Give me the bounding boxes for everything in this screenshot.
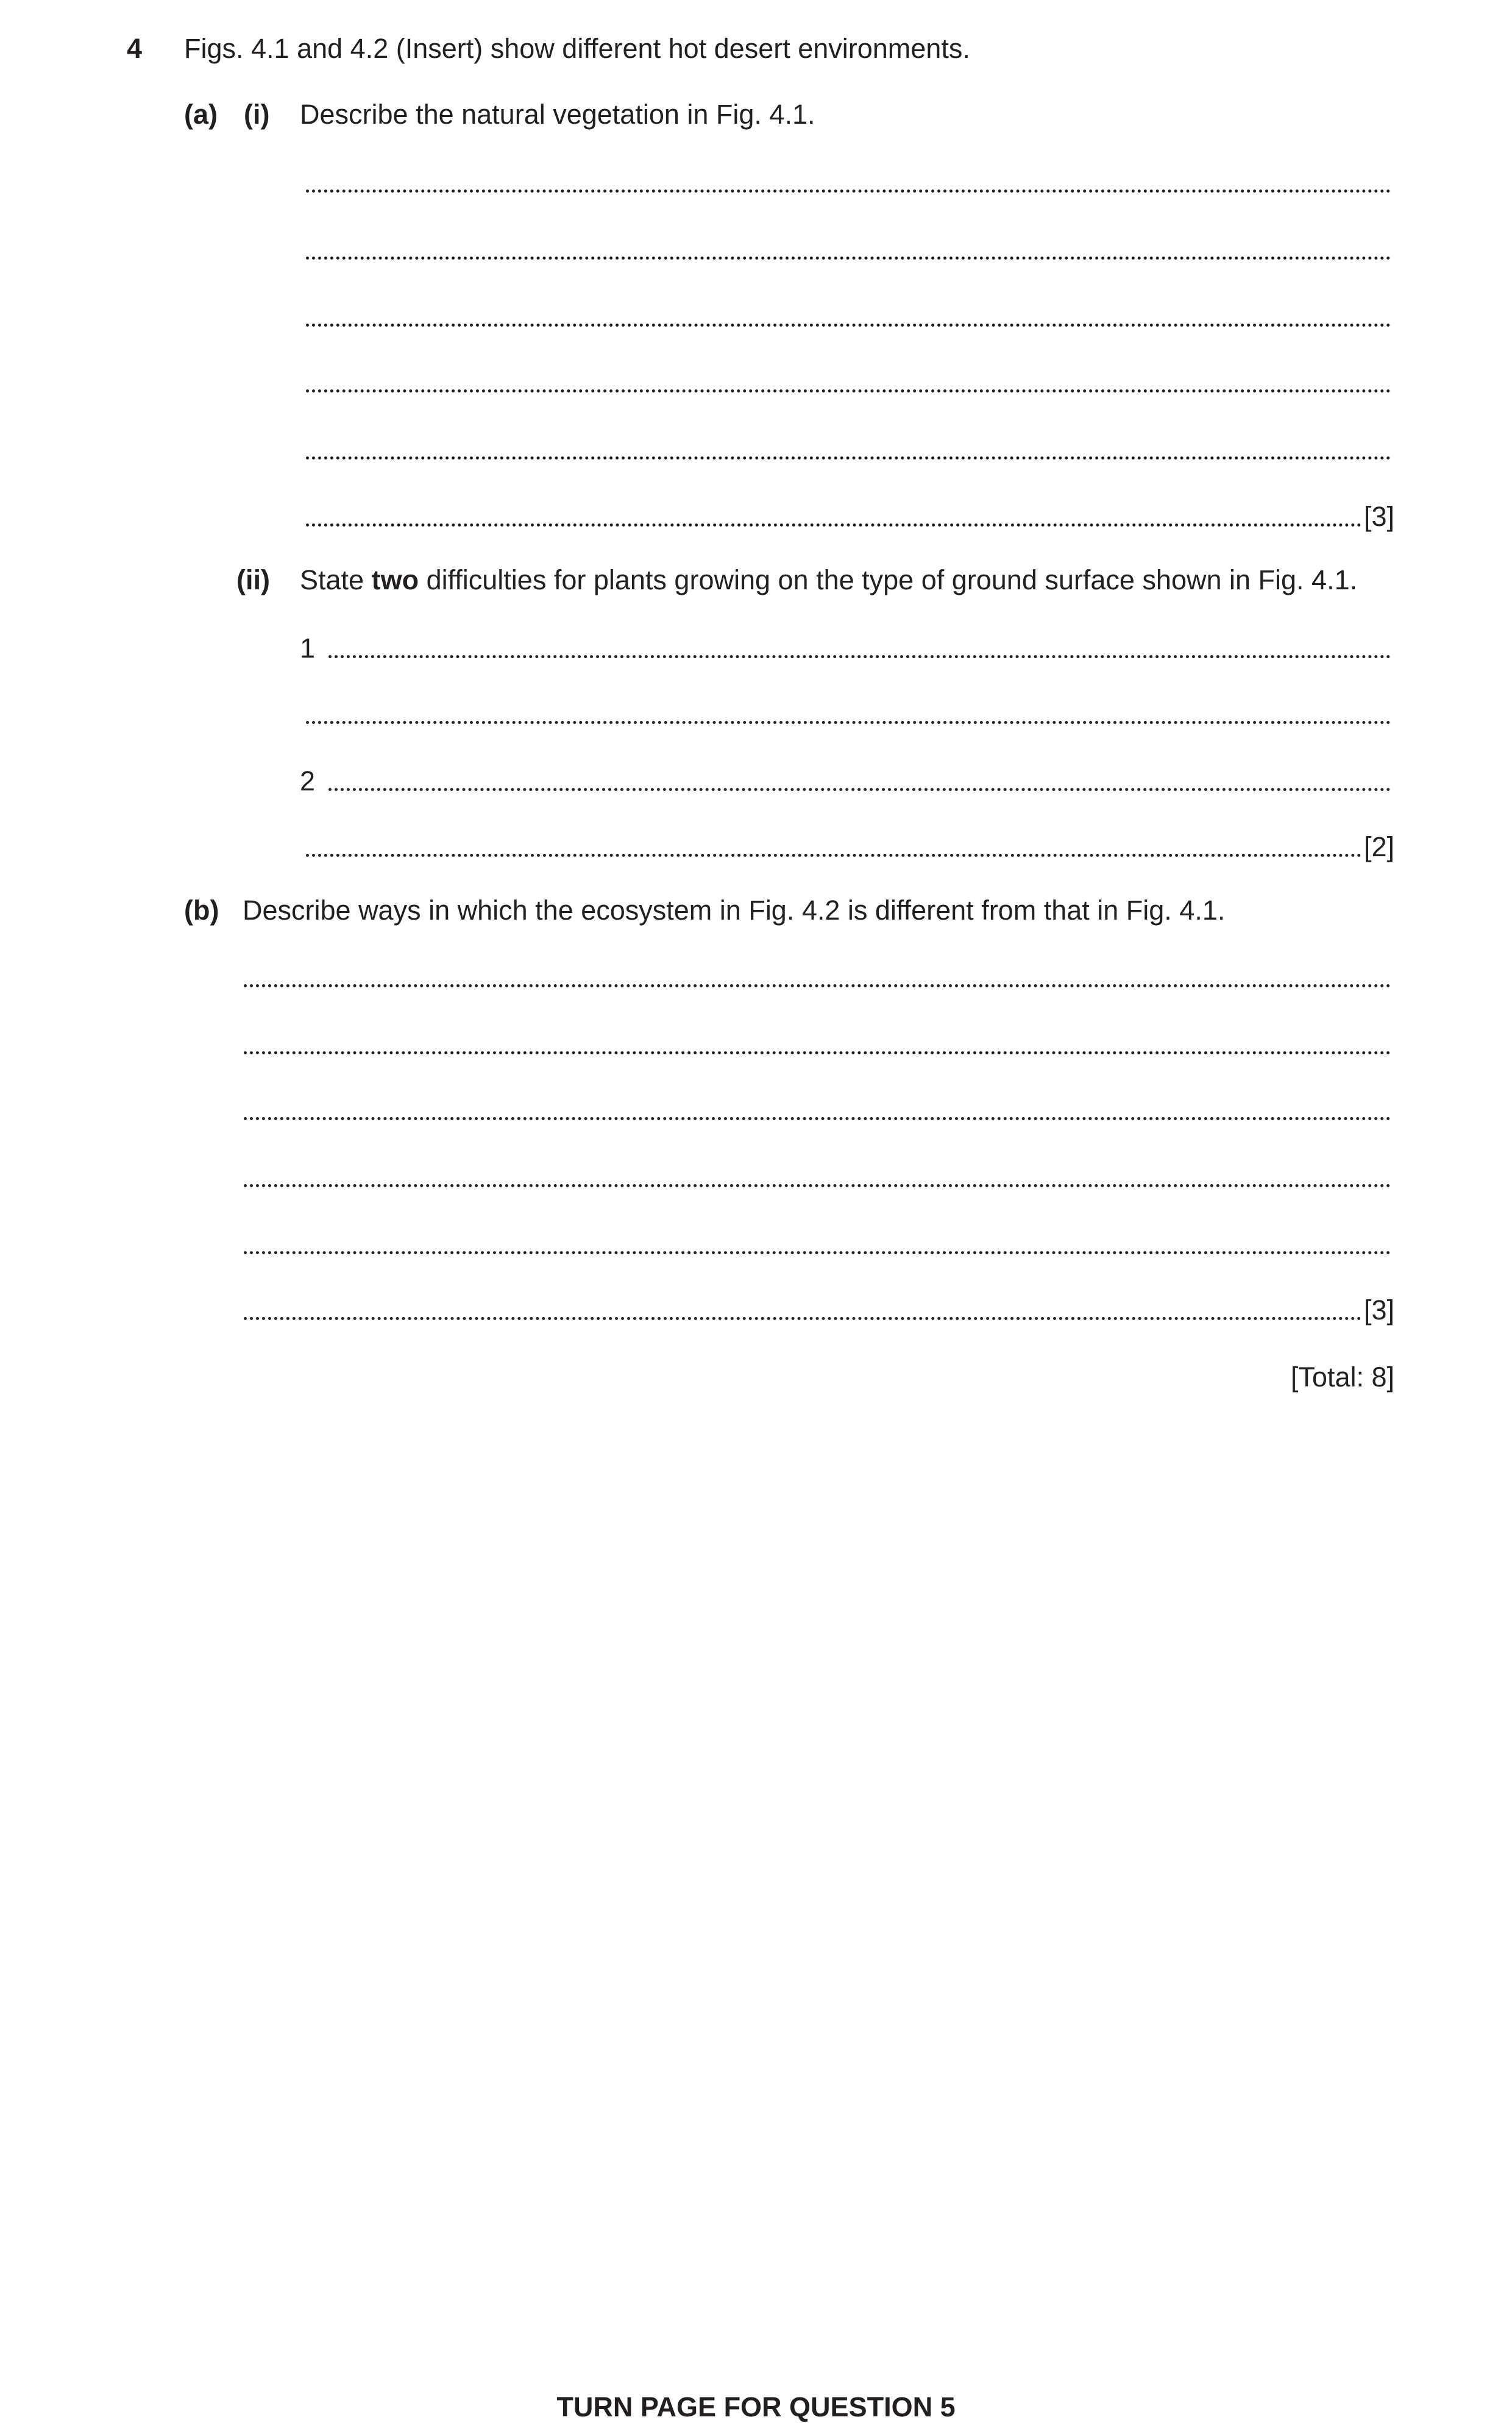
total-marks: [Total: 8] bbox=[1290, 1361, 1394, 1393]
answer-line[interactable] bbox=[244, 1159, 1391, 1196]
question-stem: Figs. 4.1 and 4.2 (Insert) show different hot desert environments. bbox=[184, 33, 970, 64]
part-a-i-prompt: Describe the natural vegetation in Fig. 4.1. bbox=[300, 99, 815, 130]
answer-line[interactable] bbox=[306, 431, 1391, 468]
answer-line[interactable] bbox=[244, 1092, 1391, 1129]
answer-line[interactable] bbox=[306, 299, 1391, 335]
part-a-i-label: (i) bbox=[244, 99, 270, 130]
answer-line[interactable] bbox=[306, 364, 1391, 401]
answer-line[interactable] bbox=[244, 1026, 1391, 1063]
answer-line[interactable] bbox=[306, 696, 1391, 733]
answer-line[interactable] bbox=[306, 232, 1391, 268]
answer-line-final[interactable] bbox=[306, 829, 1394, 865]
part-a-ii-prompt: State two difficulties for plants growing on the type of ground surface shown in Fig. 4.1. bbox=[300, 564, 1358, 595]
answer-line-item-2[interactable] bbox=[300, 763, 1391, 800]
footer-turn-page: TURN PAGE FOR QUESTION 5 bbox=[556, 2391, 956, 2422]
answer-line[interactable] bbox=[244, 1226, 1391, 1263]
item-number-2: 2 bbox=[300, 765, 316, 797]
answer-line[interactable] bbox=[244, 959, 1391, 996]
marks-a-ii: [2] bbox=[1363, 831, 1394, 862]
part-b-prompt: Describe ways in which the ecosystem in Fig. 4.2 is different from that in Fig. 4.1. bbox=[243, 895, 1226, 926]
question-number: 4 bbox=[127, 33, 143, 64]
part-b-label: (b) bbox=[184, 895, 219, 926]
item-number-1: 1 bbox=[300, 633, 316, 664]
marks-b: [3] bbox=[1363, 1294, 1394, 1326]
emphasis-two: two bbox=[371, 564, 419, 595]
answer-line[interactable] bbox=[306, 165, 1391, 201]
answer-line-final[interactable] bbox=[306, 499, 1394, 535]
part-a-ii-label: (ii) bbox=[236, 564, 270, 595]
part-a-label: (a) bbox=[184, 99, 218, 130]
answer-line-item-1[interactable] bbox=[300, 630, 1391, 667]
marks-a-i: [3] bbox=[1363, 501, 1394, 532]
answer-line-final[interactable] bbox=[244, 1292, 1394, 1329]
